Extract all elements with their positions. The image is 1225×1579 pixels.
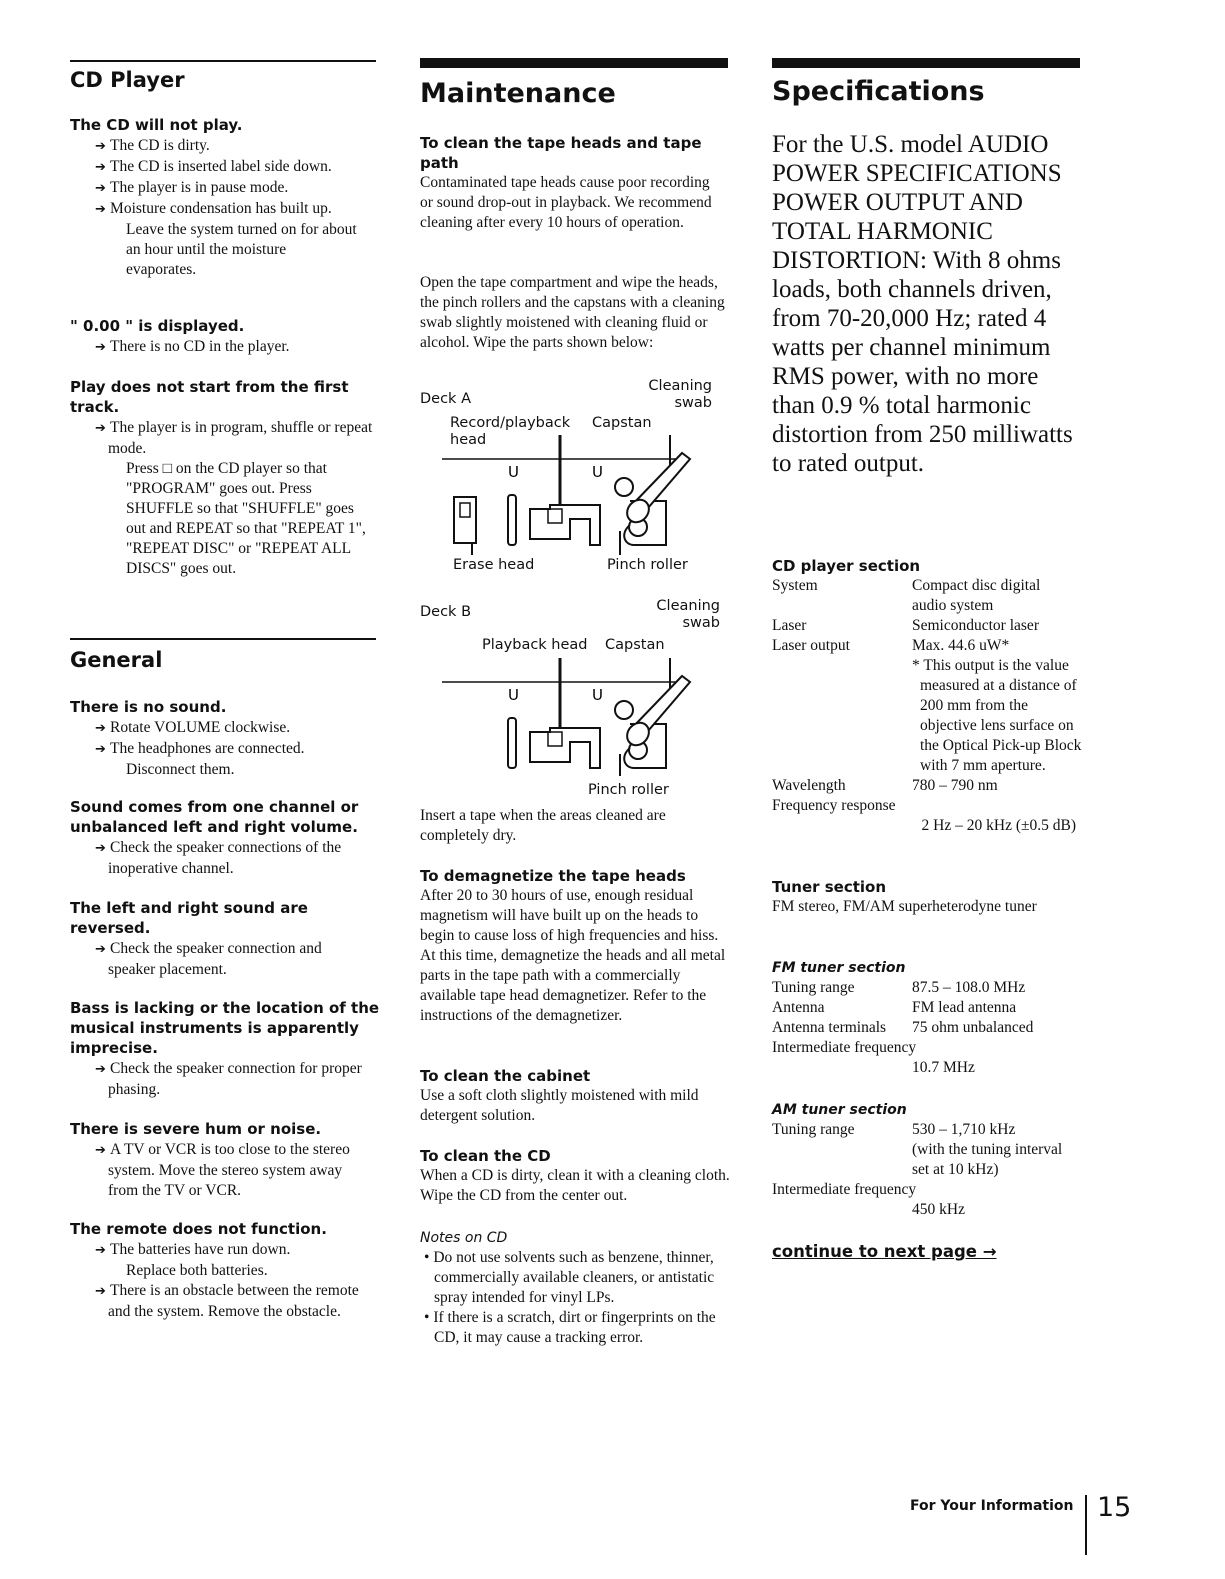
- power-spec-intro: [772, 130, 1082, 478]
- section-rule: [70, 638, 376, 640]
- cleaning-swab-label: Cleaning swab: [648, 378, 712, 411]
- maintenance-heading: Maintenance: [420, 78, 616, 109]
- paragraph: Insert a tape when the areas cleaned are completely dry.: [420, 807, 666, 844]
- remedy: ➔ A TV or VCR is too close to the stereo system. Move the stereo system away from the TV or VCR.: [95, 1141, 350, 1199]
- spec-key: Intermediate frequency: [772, 1181, 917, 1198]
- spec-key: Intermediate frequency: [772, 1039, 917, 1056]
- subsection-heading: To clean the tape heads and tape path: [420, 134, 702, 172]
- fm-tuner-specs: [772, 958, 1082, 1078]
- arrow-icon: ➔: [95, 421, 111, 436]
- trouble-item: [70, 1119, 380, 1201]
- playback-head-label: Playback head: [482, 637, 588, 653]
- spec-key: Frequency response: [772, 797, 896, 814]
- spec-key: Wavelength: [772, 777, 846, 794]
- spec-subsection-heading: FM tuner section: [772, 960, 906, 976]
- spec-key: Tuning range: [772, 1121, 855, 1138]
- spec-value: 10.7 MHz: [912, 1059, 975, 1076]
- spec-row: [772, 636, 1082, 656]
- spec-value: 450 kHz: [912, 1201, 965, 1218]
- section-bar: [772, 58, 1080, 68]
- remedy: ➔ There is an obstacle between the remote and the system. Remove the obstacle.: [95, 1282, 359, 1320]
- remedy-detail: Replace both batteries.: [126, 1262, 268, 1279]
- arrow-icon: ➔: [95, 742, 111, 757]
- spec-row: [772, 1200, 1082, 1220]
- deck-label: Deck B: [420, 604, 472, 620]
- page-number: 15: [1097, 1492, 1132, 1523]
- arrow-icon: ➔: [95, 1284, 111, 1299]
- deck-b-diagram: [420, 596, 730, 806]
- arrow-icon: ➔: [95, 1243, 111, 1258]
- arrow-icon: ➔: [95, 139, 111, 154]
- remedy: ➔ Check the speaker connection for proper phasing.: [95, 1060, 362, 1098]
- capstan-label: Capstan: [592, 415, 652, 431]
- tape-head-drawing: [420, 435, 720, 555]
- clean-cd-section: [420, 1146, 730, 1206]
- footer-divider: [1085, 1495, 1087, 1555]
- trouble-item: [70, 1219, 380, 1322]
- spec-value: 75 ohm unbalanced: [912, 1019, 1034, 1036]
- paragraph: When a CD is dirty, clean it with a cleaning cloth. Wipe the CD from the center out.: [420, 1167, 730, 1204]
- spec-value: Semiconductor laser: [912, 617, 1039, 634]
- pinch-roller-label: Pinch roller: [588, 782, 669, 798]
- remedy: ➔ The batteries have run down.: [95, 1241, 291, 1258]
- capstan-label: Capstan: [605, 637, 665, 653]
- remedy-detail: Press □ on the CD player so that "PROGRAM" goes out. Press SHUFFLE so that "SHUFFLE" goes out and REPEAT so that "REPEAT 1", "REPEAT DISC" or "REPEAT ALL DISCS" goes out.: [126, 460, 366, 577]
- spec-row: [772, 1180, 1082, 1200]
- spec-section-heading: CD player section: [772, 557, 921, 575]
- record-playback-head-label: Record/playback head: [450, 415, 571, 448]
- tuner-specs: [772, 877, 1082, 917]
- trouble-item: [70, 316, 380, 358]
- section-rule: [70, 60, 376, 62]
- spec-value: Compact disc digital audio system: [912, 577, 1041, 614]
- remedy-detail: Disconnect them.: [126, 761, 235, 778]
- note-item: • If there is a scratch, dirt or fingerprints on the CD, it may cause a tracking error.: [424, 1309, 716, 1346]
- spec-value: 780 – 790 nm: [912, 777, 998, 794]
- am-tuner-specs: [772, 1100, 1082, 1220]
- clean-heads-section: [420, 133, 730, 233]
- spec-key: Tuning range: [772, 979, 855, 996]
- spec-row: [772, 776, 1082, 796]
- arrow-icon: ➔: [95, 942, 111, 957]
- problem-heading: Sound comes from one channel or unbalanced left and right volume.: [70, 798, 359, 836]
- arrow-icon: ➔: [95, 1062, 111, 1077]
- clean-heads-section: [420, 806, 730, 846]
- spec-row: [772, 796, 1082, 816]
- paragraph: Open the tape compartment and wipe the heads, the pinch rollers and the capstans with a cleaning swab slightly moistened with cleaning fluid or alcohol. Wipe the parts shown below:: [420, 274, 725, 351]
- trouble-item: [70, 797, 380, 879]
- remedy: ➔ The headphones are connected.: [95, 740, 305, 757]
- subsection-heading: To clean the CD: [420, 1147, 551, 1165]
- arrow-icon: ➔: [95, 1143, 111, 1158]
- spec-section-heading: Tuner section: [772, 878, 887, 896]
- remedy: ➔ Rotate VOLUME clockwise.: [95, 719, 291, 736]
- problem-heading: The remote does not function.: [70, 1220, 327, 1238]
- spec-key: Antenna: [772, 999, 825, 1016]
- notes-on-cd: [420, 1228, 730, 1348]
- problem-heading: Bass is lacking or the location of the musical instruments is apparently imprecise.: [70, 999, 380, 1057]
- continue-to-next-page-link[interactable]: continue to next page →: [772, 1242, 997, 1261]
- remedy: ➔ Check the speaker connections of the inoperative channel.: [95, 839, 342, 877]
- arrow-icon: ➔: [95, 721, 111, 736]
- spec-value: 530 – 1,710 kHz: [912, 1121, 1016, 1138]
- trouble-item: [70, 998, 380, 1100]
- spec-row: [772, 1018, 1082, 1038]
- footer-section-label: For Your Information: [910, 1498, 1074, 1514]
- spec-row: [772, 978, 1082, 998]
- demagnetize-section: [420, 866, 730, 1026]
- notes-heading: Notes on CD: [420, 1230, 508, 1246]
- problem-heading: There is severe hum or noise.: [70, 1120, 322, 1138]
- spec-value: FM stereo, FM/AM superheterodyne tuner: [772, 898, 1037, 915]
- subsection-heading: To demagnetize the tape heads: [420, 867, 686, 885]
- svg-text:U: U: [592, 686, 603, 704]
- spec-key: Antenna terminals: [772, 1019, 887, 1036]
- spec-row: [772, 1120, 1082, 1140]
- spec-value: Max. 44.6 uW*: [912, 637, 1010, 654]
- spec-row: [772, 616, 1082, 636]
- spec-row: [772, 1058, 1082, 1078]
- cleaning-swab-label: Cleaning swab: [656, 598, 720, 631]
- continue-link-wrap: [772, 1242, 1082, 1262]
- spec-value: 87.5 – 108.0 MHz: [912, 979, 1026, 996]
- section-bar: [420, 58, 728, 68]
- remedy: ➔ Check the speaker connection and speaker placement.: [95, 940, 322, 978]
- tape-head-drawing: [420, 658, 720, 778]
- clean-heads-section: [420, 273, 730, 353]
- spec-key: System: [772, 577, 818, 594]
- general-heading: General: [70, 648, 163, 672]
- svg-text:U: U: [508, 463, 519, 481]
- problem-heading: There is no sound.: [70, 698, 227, 716]
- cd-player-heading: CD Player: [70, 68, 185, 92]
- spec-key: Laser output: [772, 637, 850, 654]
- remedy-detail: Leave the system turned on for about an hour until the moisture evaporates.: [126, 221, 357, 278]
- remedy: ➔ Moisture condensation has built up.: [95, 200, 332, 217]
- arrow-icon: ➔: [95, 202, 111, 217]
- arrow-icon: ➔: [95, 340, 111, 355]
- remedy: ➔ The player is in program, shuffle or repeat mode.: [95, 419, 373, 457]
- arrow-icon: ➔: [95, 181, 111, 196]
- problem-heading: The CD will not play.: [70, 116, 243, 134]
- spec-value: (with the tuning interval set at 10 kHz): [912, 1141, 1063, 1178]
- trouble-item: [70, 697, 380, 780]
- paragraph: Use a soft cloth slightly moistened with mild detergent solution.: [420, 1087, 699, 1124]
- trouble-item: [70, 898, 380, 980]
- spec-row: [772, 998, 1082, 1018]
- specifications-heading: Specifications: [772, 76, 985, 107]
- note-item: • Do not use solvents such as benzene, thinner, commercially available cleaners, or antistatic spray intended for vinyl LPs.: [424, 1249, 715, 1306]
- clean-cabinet-section: [420, 1066, 730, 1126]
- cd-player-specs: [772, 556, 1082, 836]
- problem-heading: " 0.00 " is displayed.: [70, 317, 245, 335]
- spec-value: FM lead antenna: [912, 999, 1017, 1016]
- remedy: ➔ The CD is dirty.: [95, 137, 210, 154]
- arrow-icon: ➔: [95, 160, 111, 175]
- problem-heading: The left and right sound are reversed.: [70, 899, 308, 937]
- pinch-roller-label: Pinch roller: [607, 557, 688, 573]
- arrow-icon: ➔: [95, 841, 111, 856]
- spec-row: [772, 576, 1082, 596]
- deck-a-diagram: [420, 375, 730, 580]
- remedy: ➔ There is no CD in the player.: [95, 338, 290, 355]
- intro-text: For the U.S. model AUDIO POWER SPECIFICATIONS POWER OUTPUT AND TOTAL HARMONIC DISTORTION: With 8 ohms loads, both channels driven, from 70-20,000 Hz; rated 4 watts per channel minimum RMS power, with no more than 0.9 % total harmonic distortion from 250 milliwatts to rated output.: [772, 131, 1073, 477]
- svg-text:U: U: [508, 686, 519, 704]
- spec-row: [772, 1038, 1082, 1058]
- spec-subsection-heading: AM tuner section: [772, 1102, 907, 1118]
- spec-key: Laser: [772, 617, 807, 634]
- svg-text:U: U: [592, 463, 603, 481]
- subsection-heading: To clean the cabinet: [420, 1067, 591, 1085]
- deck-label: Deck A: [420, 391, 471, 407]
- paragraph: After 20 to 30 hours of use, enough residual magnetism will have built up on the heads to begin to cause loss of high frequencies and hiss. At this time, demagnetize the heads and all metal parts in the tape path with a commercially available tape head demagnetizer. Refer to the instructions of the demagnetizer.: [420, 887, 726, 1024]
- remedy: ➔ The CD is inserted label side down.: [95, 158, 332, 175]
- problem-heading: Play does not start from the first track.: [70, 378, 349, 416]
- erase-head-label: Erase head: [453, 557, 535, 573]
- trouble-item: [70, 377, 380, 579]
- remedy: ➔ The player is in pause mode.: [95, 179, 289, 196]
- spec-value: 2 Hz – 20 kHz (±0.5 dB): [921, 817, 1076, 834]
- trouble-item: [70, 115, 380, 280]
- laser-footnote: * This output is the value measured at a distance of 200 mm from the objective lens surface on the Optical Pick-up Block with 7 mm aperture.: [912, 657, 1082, 774]
- paragraph: Contaminated tape heads cause poor recording or sound drop-out in playback. We recommend cleaning after every 10 hours of operation.: [420, 174, 712, 231]
